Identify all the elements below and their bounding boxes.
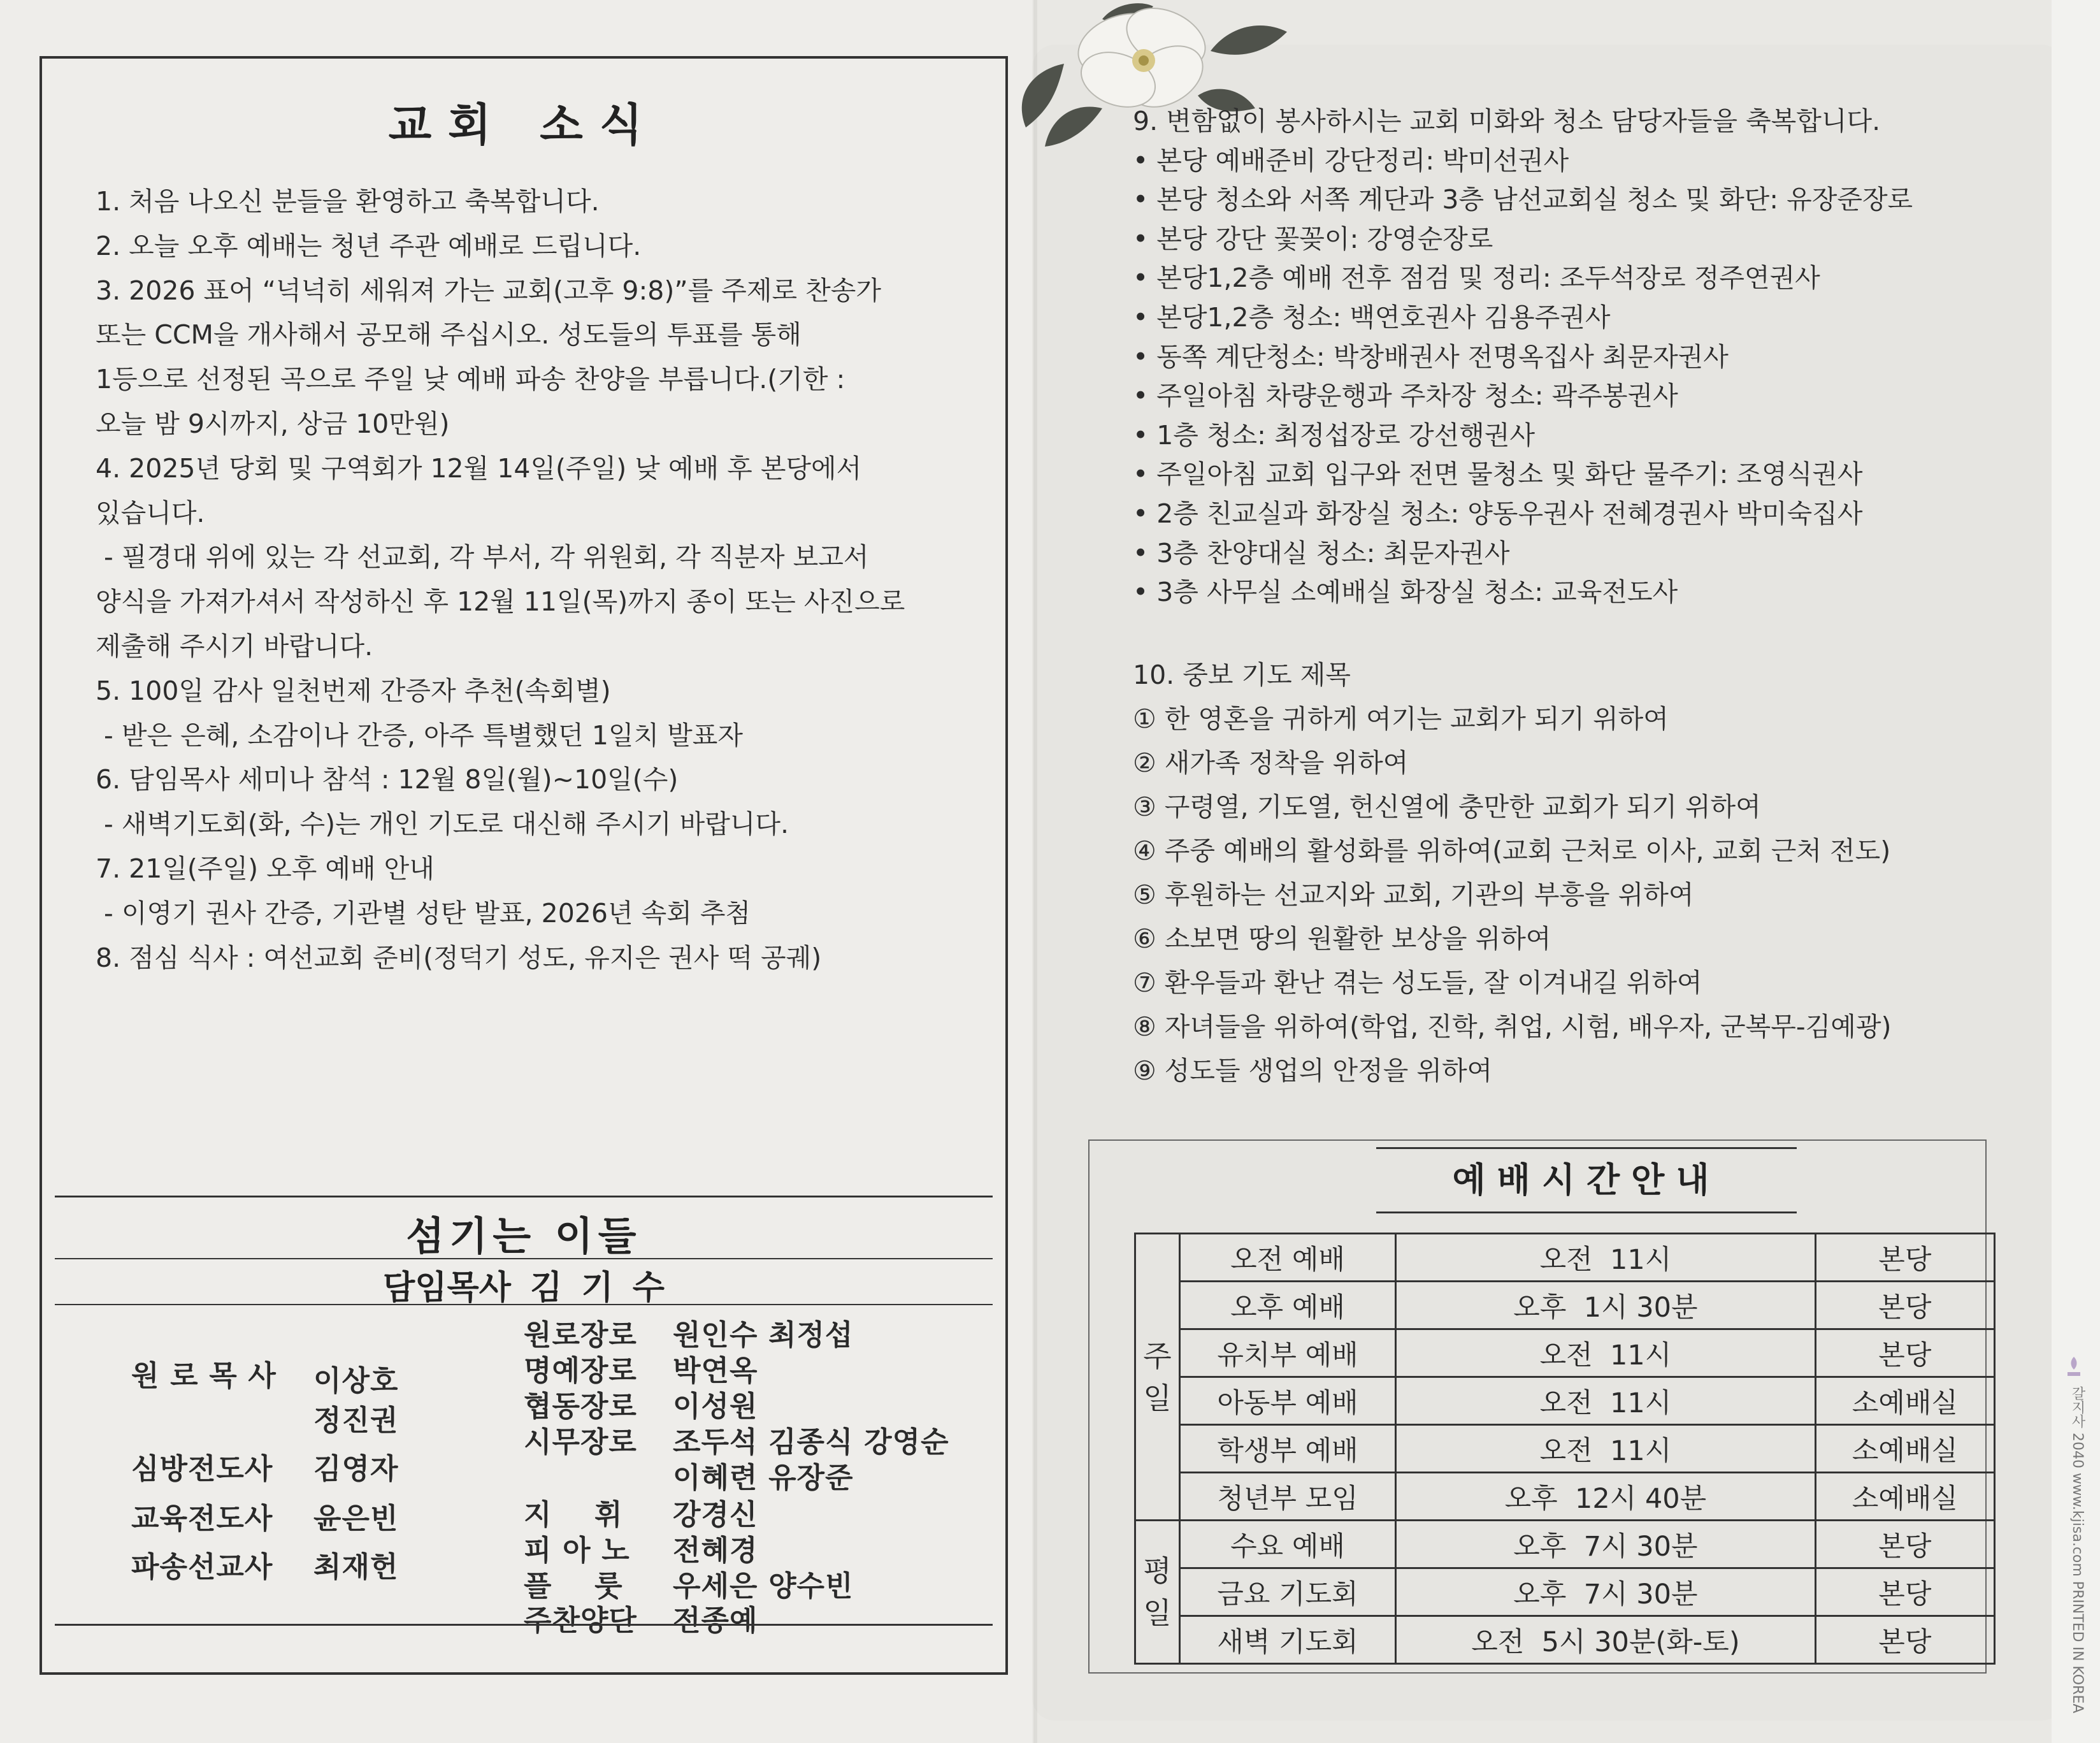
staff-name: 원인수 최정섭: [673, 1318, 854, 1352]
volunteer-line: • 본당1,2층 청소: 백연호권사 김용주권사: [1133, 301, 1611, 333]
staff-name: 이혜련 유장준: [673, 1461, 854, 1494]
divider: [55, 1196, 993, 1197]
prayer-line: ⑥ 소보면 땅의 원활한 보상을 위하여: [1133, 923, 1551, 954]
service-time: 오전 5시 30분(화-토): [1396, 1616, 1816, 1664]
service-name: 오전 예배: [1179, 1234, 1395, 1282]
service-place: 본당: [1815, 1329, 1994, 1377]
service-place: 소예배실: [1815, 1377, 1994, 1425]
service-name: 새벽 기도회: [1179, 1616, 1395, 1664]
staff-role: 교육전도사: [131, 1501, 273, 1535]
news-line: - 이영기 권사 간증, 기관별 성탄 발표, 2026년 속회 추첨: [96, 897, 751, 929]
service-time: 오후 7시 30분: [1396, 1568, 1816, 1616]
news-line: 또는 CCM을 개사해서 공모해 주십시오. 성도들의 투표를 통해: [96, 319, 802, 351]
news-line: 오늘 밤 9시까지, 상금 10만원): [96, 408, 450, 439]
volunteer-line: • 주일아침 교회 입구와 전면 물청소 및 화단 물주기: 조영식권사: [1133, 459, 1863, 490]
staff-role: 심방전도사: [131, 1452, 273, 1486]
prayer-line: ⑨ 성도들 생업의 안정을 위하여: [1133, 1055, 1493, 1086]
news-line: 제출해 주시기 바랍니다.: [96, 630, 373, 662]
table-row: [1135, 1282, 1995, 1329]
table-row: [1135, 1473, 1995, 1521]
volunteer-line: • 2층 친교실과 화장실 청소: 양동우권사 전혜경권사 박미숙집사: [1133, 498, 1863, 529]
service-name: 금요 기도회: [1179, 1568, 1395, 1616]
staff-role: 명예장로: [524, 1354, 637, 1387]
service-name: 유치부 예배: [1179, 1329, 1395, 1377]
volunteer-line: • 동쪽 계단청소: 박창배권사 전명옥집사 최문자권사: [1133, 341, 1729, 372]
prayer-line: 10. 중보 기도 제목: [1133, 660, 1351, 690]
volunteer-line: • 1층 청소: 최정섭장로 강선행권사: [1133, 419, 1535, 451]
staff-role: 원 로 목 사: [131, 1359, 277, 1392]
news-line: 3. 2026 표어 “넉넉히 세워져 가는 교회(고후 9:8)”를 주제로 찬송가: [96, 275, 881, 306]
service-place: 본당: [1815, 1616, 1994, 1664]
news-line: - 받은 은혜, 소감이나 간증, 아주 특별했던 1일치 발표자: [96, 720, 743, 751]
divider: [55, 1304, 993, 1305]
news-line: 2. 오늘 오후 예배는 청년 주관 예배로 드립니다.: [96, 230, 642, 261]
service-time: 오후 1시 30분: [1396, 1282, 1816, 1329]
prayer-line: ② 새가족 정착을 위하여: [1133, 748, 1409, 778]
service-name: 오후 예배: [1179, 1282, 1395, 1329]
staff-name: 전혜경: [673, 1533, 758, 1567]
divider: [55, 1258, 993, 1259]
prayer-line: ④ 주중 예배의 활성화를 위하여(교회 근처로 이사, 교회 근처 전도): [1133, 835, 1891, 866]
service-place: 소예배실: [1815, 1473, 1994, 1521]
volunteer-line: • 3층 사무실 소예배실 화장실 청소: 교육전도사: [1133, 577, 1678, 608]
service-name: 아동부 예배: [1179, 1377, 1395, 1425]
staff-name: 조두석 김종식 강영순: [673, 1425, 949, 1459]
service-place: 본당: [1815, 1568, 1994, 1616]
church-news-box: [40, 56, 1008, 1675]
news-line: 1등으로 선정된 곡으로 주일 낮 예배 파송 찬양을 부릅니다.(기한 :: [96, 364, 845, 395]
news-line: 1. 처음 나오신 분들을 환영하고 축복합니다.: [96, 186, 600, 217]
table-row: [1135, 1234, 1995, 1282]
news-line: - 새벽기도회(화, 수)는 개인 기도로 대신해 주시기 바랍니다.: [96, 809, 789, 840]
page-spine: [1033, 0, 1037, 1743]
volunteer-line: • 본당1,2층 예배 전후 점검 및 정리: 조두석장로 정주연권사: [1133, 263, 1820, 294]
table-row: [1135, 1521, 1995, 1568]
staff-title: 섬기는 이들: [406, 1213, 642, 1259]
prayer-line: ⑤ 후원하는 선교지와 교회, 기관의 부흥을 위하여: [1133, 879, 1694, 910]
prayer-line: ① 한 영혼을 귀하게 여기는 교회가 되기 위하여: [1133, 704, 1669, 734]
volunteer-line: • 주일아침 차량운행과 주차장 청소: 곽주봉권사: [1133, 380, 1678, 412]
volunteer-line: • 본당 예배준비 강단정리: 박미선권사: [1133, 145, 1569, 176]
staff-name: 이성원: [673, 1389, 758, 1423]
service-time: 오전 11시: [1396, 1425, 1816, 1473]
staff-name: 박연옥: [673, 1354, 758, 1387]
service-time: 오후 12시 40분: [1396, 1473, 1816, 1521]
service-place: 본당: [1815, 1234, 1994, 1282]
volunteer-line: • 본당 강단 꽃꽂이: 강영순장로: [1133, 223, 1493, 254]
staff-role: 파송선교사: [131, 1550, 273, 1584]
service-group-label: 주 일: [1135, 1234, 1180, 1521]
service-place: 소예배실: [1815, 1425, 1994, 1473]
table-row: [1135, 1568, 1995, 1616]
news-line: 5. 100일 감사 일천번제 간증자 추천(속회별): [96, 675, 611, 706]
prayer-list: [1133, 653, 2038, 1093]
staff-name: 김영자: [313, 1452, 399, 1486]
staff-name: 윤은빈: [313, 1501, 399, 1535]
news-line: 7. 21일(주일) 오후 예배 안내: [96, 853, 435, 884]
service-time: 오전 11시: [1396, 1329, 1816, 1377]
service-times-table: [1134, 1233, 1996, 1665]
volunteer-line: • 본당 청소와 서쪽 계단과 3층 남선교회실 청소 및 화단: 유장준장로: [1133, 184, 1913, 215]
staff-role: 주찬양단: [524, 1603, 637, 1637]
service-place: 본당: [1815, 1282, 1994, 1329]
staff-role: 협동장로: [524, 1389, 637, 1423]
table-row: [1135, 1425, 1995, 1473]
prayer-line: ③ 구령열, 기도열, 헌신열에 충만한 교회가 되기 위하여: [1133, 792, 1761, 822]
service-time: 오후 7시 30분: [1396, 1521, 1816, 1568]
staff-role: 지 휘: [524, 1498, 623, 1531]
service-group-label: 평 일: [1135, 1521, 1180, 1664]
news-line: 6. 담임목사 세미나 참석 : 12월 8일(월)~10일(수): [96, 764, 679, 795]
news-line: 있습니다.: [96, 497, 205, 528]
church-news-body: [96, 180, 994, 980]
volunteer-line: 9. 변함없이 봉사하시는 교회 미화와 청소 담당자들을 축복합니다.: [1133, 106, 1881, 136]
church-news-title: 교회 소식: [388, 99, 659, 151]
staff-name: 이상호: [313, 1364, 399, 1398]
publisher-print: 갈지사 2040 www.kjisa.com PRINTED IN KOREA: [2069, 1386, 2085, 1714]
service-name: 수요 예배: [1179, 1521, 1395, 1568]
staff-role: 플 룻: [524, 1569, 623, 1603]
service-name: 학생부 예배: [1179, 1425, 1395, 1473]
staff-name: 전종예: [673, 1603, 758, 1637]
prayer-line: ⑧ 자녀들을 위하여(학업, 진학, 취업, 시험, 배우자, 군복무-김예광): [1133, 1011, 1892, 1042]
service-time: 오전 11시: [1396, 1234, 1816, 1282]
table-row: [1135, 1377, 1995, 1425]
prayer-line: ⑦ 환우들과 환난 겪는 성도들, 잘 이겨내길 위하여: [1133, 967, 1702, 998]
staff-role: 시무장로: [524, 1425, 637, 1459]
service-name: 청년부 모임: [1179, 1473, 1395, 1521]
news-line: - 필경대 위에 있는 각 선교회, 각 부서, 각 위원회, 각 직분자 보고서: [96, 542, 869, 573]
publisher-logo-icon: [2064, 1354, 2084, 1380]
service-times-title: 예배시간안내: [1376, 1147, 1797, 1213]
staff-name: 강경신: [673, 1498, 758, 1531]
divider: [55, 1624, 993, 1626]
table-row: [1135, 1329, 1995, 1377]
table-row: [1135, 1616, 1995, 1664]
volunteer-line: • 3층 찬양대실 청소: 최문자권사: [1133, 537, 1510, 568]
staff-role: 피 아 노: [524, 1533, 630, 1567]
news-line: 양식을 가져가셔서 작성하신 후 12월 11일(목)까지 종이 또는 사진으로: [96, 586, 905, 618]
staff-role: 원로장로: [524, 1318, 637, 1352]
staff-name: 최재헌: [313, 1550, 399, 1584]
service-place: 본당: [1815, 1521, 1994, 1568]
service-time: 오전 11시: [1396, 1377, 1816, 1425]
staff-name: 우세은 양수빈: [673, 1569, 854, 1603]
senior-pastor: 담임목사 김 기 수: [383, 1269, 665, 1307]
news-line: 4. 2025년 당회 및 구역회가 12월 14일(주일) 낮 예배 후 본당에서: [96, 452, 862, 484]
volunteer-list: [1133, 102, 2038, 612]
staff-name: 정진권: [313, 1403, 399, 1437]
news-line: 8. 점심 식사 : 여선교회 준비(정덕기 성도, 유지은 권사 떡 공궤): [96, 942, 822, 973]
